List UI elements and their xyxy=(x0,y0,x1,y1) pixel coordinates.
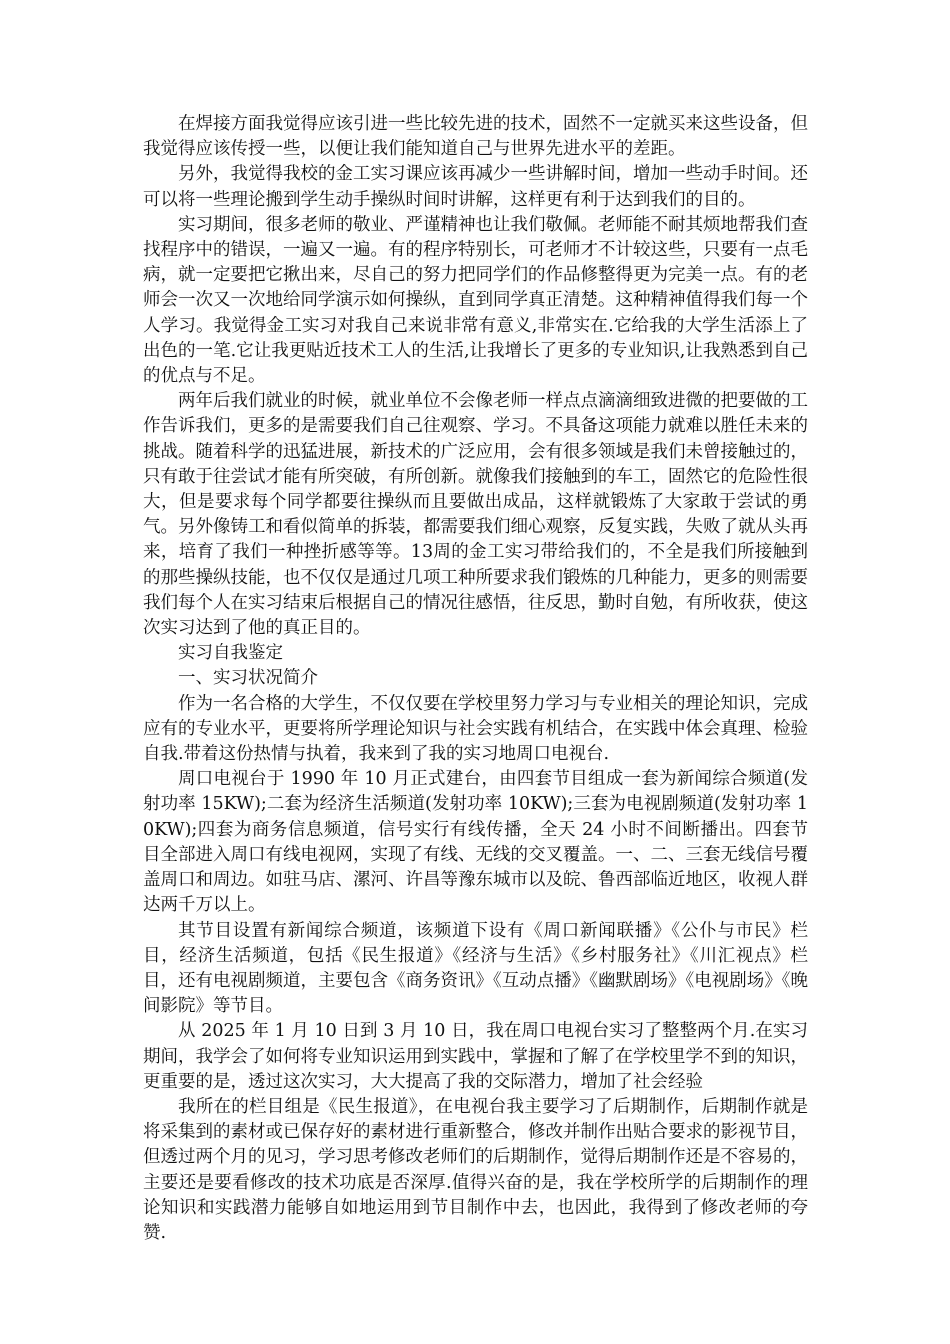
section-title: 实习自我鉴定 xyxy=(178,643,283,664)
paragraph-intro: 作为一名合格的大学生，不仅仅要在学校里努力学习与专业相关的理论知识，完成应有的专业水平，更要将所学理论知识与社会实践有机结合，在实践中体会真理、检验自我.带着这份热情与执着，我来到了我的实习地周口电视台. xyxy=(143,693,808,765)
paragraph-programs: 其节目设置有新闻综合频道，该频道下设有《周口新闻联播》《公仆与市民》栏目，经济生活频道，包括《民生报道》《经济与生活》《乡村服务社》《川汇视点》栏目，还有电视剧频道，主要包含《商务资讯》《互动点播》《幽默剧场》《电视剧场》《晚间影院》等节目。 xyxy=(143,920,808,1017)
document-body xyxy=(143,112,808,1246)
paragraph-practice-time: 另外，我觉得我校的金工实习课应该再减少一些讲解时间，增加一些动手时间。还可以将一些理论搬到学生动手操纵时间时讲解，这样更有利于达到我们的目的。 xyxy=(143,164,808,210)
paragraph-employment: 两年后我们就业的时候，就业单位不会像老师一样点点滴滴细致进微的把要做的工作告诉我们，更多的是需要我们自己往观察、学习。不具备这项能力就难以胜任未来的挑战。随着科学的迅猛进展，新技术的广泛应用，会有很多领域是我们未曾接触过的，只有敢于往尝试才能有所突破，有所创新。就像我们接触到的车工，固然它的危险性很大，但是要求每个同学都要往操纵而且要做出成品，这样就锻炼了大家敢于尝试的勇气。另外像铸工和看似简单的拆装，都需要我们细心观察，反复实践，失败了就从头再来，培育了我们一种挫折感等等。13周的金工实习带给我们的，不全是我们所接触到的那些操纵技能，也不仅仅是通过几项工种所要求我们锻炼的几种能力，更多的则需要我们每个人在实习结束后根据自己的情况往感悟，往反思，勤时自勉，有所收获，使这次实习达到了他的真正目的。 xyxy=(143,391,808,639)
paragraph-period: 从 2025 年 1 月 10 日到 3 月 10 日，我在周口电视台实习了整整两个月.在实习期间，我学会了如何将专业知识运用到实践中，掌握和了解了在学校里学不到的知识，更重要的是，透过这次实习，大大提高了我的交际潜力，增加了社会经验 xyxy=(143,1021,808,1092)
paragraph-welding: 在焊接方面我觉得应该引进一些比较先进的技术，固然不一定就买来这些设备，但我觉得应该传授一些，以便让我们能知道自己与世界先进水平的差距。 xyxy=(143,114,808,160)
paragraph-teachers: 实习期间，很多老师的敬业、严谨精神也让我们敬佩。老师能不耐其烦地帮我们查找程序中的错误，一遍又一遍。有的程序特别长，可老师才不计较这些，只要有一点毛病，就一定要把它揪出来，尽自己的努力把同学们的作品修整得更为完美一点。有的老师会一次又一次地给同学演示如何操纵，直到同学真正清楚。这种精神值得我们每一个人学习。我觉得金工实习对我自己来说非常有意义,非常实在.它给我的大学生活添上了出色的一笔.它让我更贴近技术工人的生活,让我增长了更多的专业知识,让我熟悉到自己的优点与不足。 xyxy=(143,214,808,387)
paragraph-station: 周口电视台于 1990 年 10 月正式建台，由四套节目组成一套为新闻综合频道(发射功率 15KW);二套为经济生活频道(发射功率 10KW);三套为电视剧频道(发射功率 10KW);四套为商务信息频道，信号实行有线传播，全天 24 小时不间断播出。四套节目全部进入周口有线电视网，实现了有线、无线的交叉覆盖。一、二、三套无线信号覆盖周口和周边。如驻马店、漯河、许昌等豫东城市以及皖、鲁西部临近地区，收视人群达两千万以上。 xyxy=(143,769,808,916)
section-subtitle: 一、实习状况简介 xyxy=(178,668,318,689)
paragraph-post-production: 我所在的栏目组是《民生报道》，在电视台我主要学习了后期制作，后期制作就是将采集到的素材或已保存好的素材进行重新整合，修改并制作出贴合要求的影视节目，但透过两个月的见习，学习思考修改老师们的后期制作，觉得后期制作还是不容易的，主要还是要看修改的技术功底是否深厚.值得兴奋的是，我在学校所学的后期制作的理论知识和实践潜力能够自如地运用到节目制作中去，也因此，我得到了修改老师的夸赞. xyxy=(143,1096,808,1243)
